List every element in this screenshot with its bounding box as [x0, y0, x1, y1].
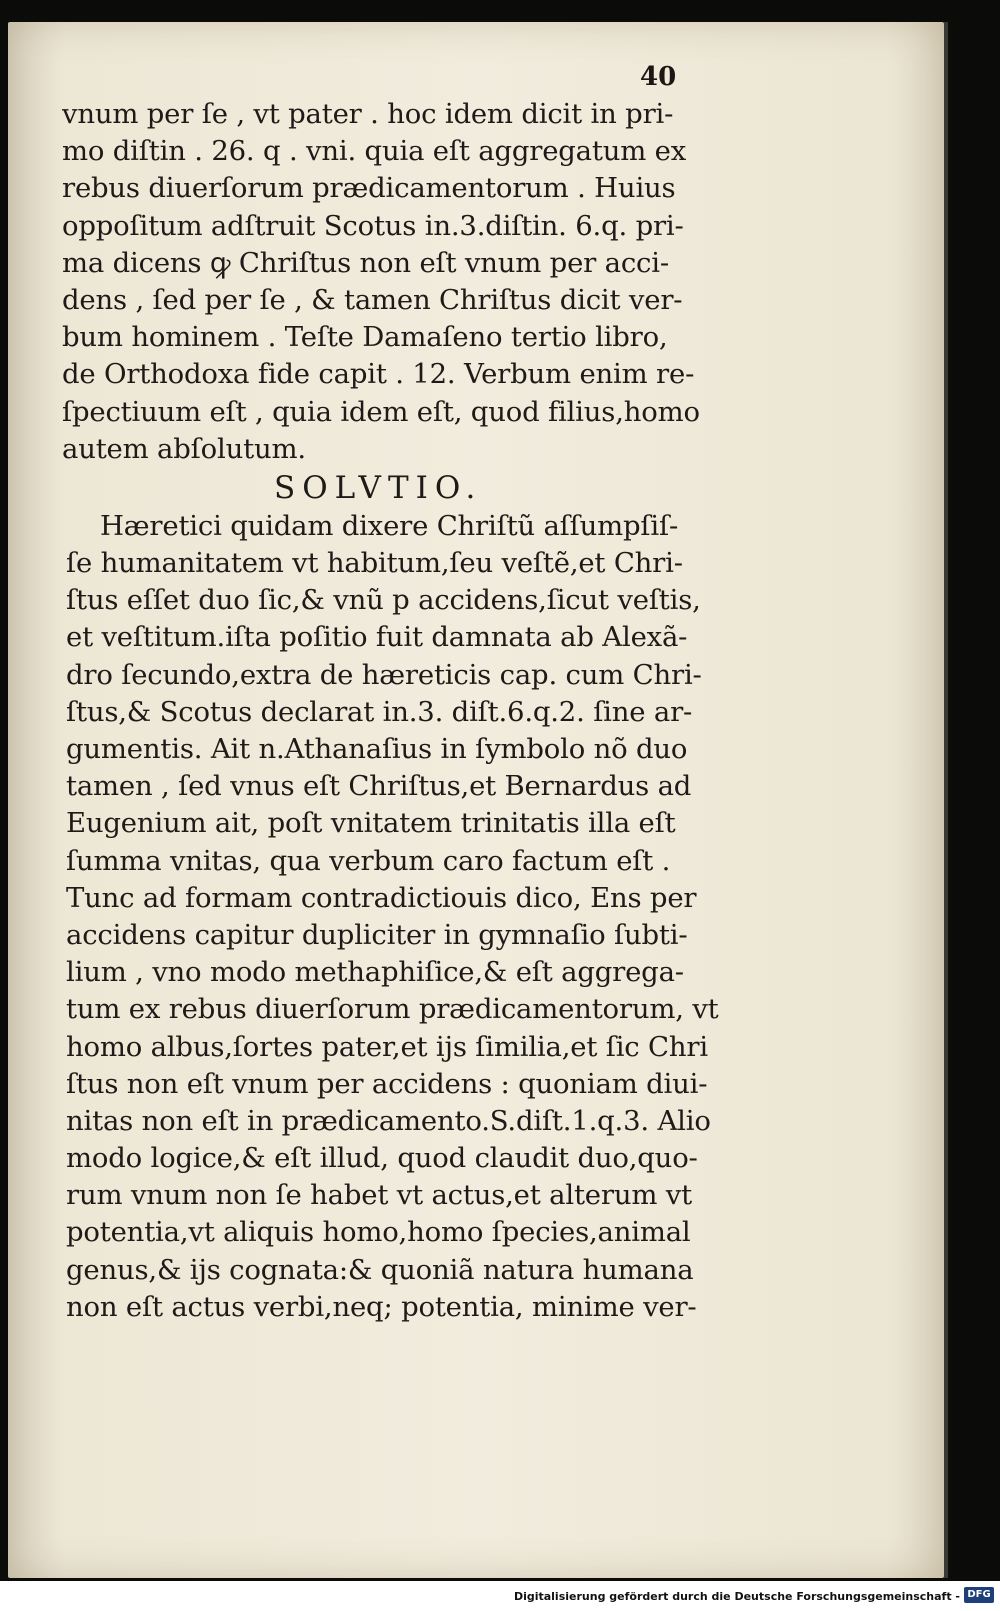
- text-line: Eugenium ait, poſt vnitatem trinitatis illa eſt: [66, 807, 676, 840]
- section-heading: SOLVTIO.: [274, 469, 483, 506]
- text-line: et veſtitum.iſta poſitio fuit damnata ab Alexã-: [66, 621, 688, 654]
- text-line: accidens capitur dupliciter in gymnaſio ſubti-: [66, 918, 688, 951]
- text-line: tum ex rebus diuerſorum prædicamentorum, vt: [66, 993, 719, 1026]
- text-line: gumentis. Ait n.Athanaſius in ſymbolo nõ duo: [66, 733, 688, 765]
- page-edge: [944, 22, 948, 1578]
- text-line: ſtus non eſt vnum per accidens : quoniam diui-: [66, 1067, 708, 1100]
- text-line: ma dicens ꝙ Chriſtus non eſt vnum per acci-: [62, 246, 669, 279]
- text-line: Tunc ad formam contradictiouis dico, Ens per: [66, 881, 697, 914]
- paragraph-before-heading: [62, 96, 752, 468]
- text-line: Hæretici quidam dixere Chriſtũ aſſumpſiſ-: [100, 509, 679, 542]
- digitization-footer: [0, 1581, 1000, 1611]
- folio-number: 40: [640, 62, 677, 92]
- text-line: lium , vno modo methaphiſice,& eſt aggrega-: [66, 956, 684, 989]
- dfg-logo: DFG: [964, 1587, 994, 1603]
- text-line: dro ſecundo,extra de hæreticis cap. cum Chri-: [66, 658, 702, 691]
- text-line: non eſt actus verbi,neq; potentia, minime ver-: [66, 1290, 697, 1323]
- text-line: genus,& ijs cognata:& quoniã natura humana: [66, 1253, 694, 1286]
- text-line: ſe humanitatem vt habitum,ſeu veſtẽ,et Chri-: [66, 547, 683, 580]
- footer-credit: Digitalisierung gefördert durch die Deutsche Forschungsgemeinschaft -: [513, 1590, 960, 1603]
- text-line: oppoſitum adſtruit Scotus in.3.diſtin. 6.q. pri-: [62, 209, 684, 242]
- text-line: bum hominem . Teſte Damaſeno tertio libro,: [62, 321, 668, 354]
- text-line: tamen , ſed vnus eſt Chriſtus,et Bernardus ad: [66, 770, 692, 803]
- paragraph-solutio: [62, 508, 752, 1326]
- text-line: de Orthodoxa fide capit . 12. Verbum enim re-: [62, 358, 695, 391]
- text-line: modo logice,& eſt illud, quod claudit duo,quo-: [66, 1142, 698, 1175]
- text-line: mo diſtin . 26. q . vni. quia eſt aggregatum ex: [62, 135, 687, 168]
- text-line: ſumma vnitas, qua verbum caro factum eſt .: [66, 844, 671, 877]
- text-line: potentia,vt aliquis homo,homo ſpecies,animal: [66, 1216, 691, 1249]
- text-line: rum vnum non ſe habet vt actus,et alterum vt: [66, 1179, 692, 1212]
- text-line: autem abſolutum.: [62, 432, 306, 465]
- text-line: vnum per ſe , vt pater . hoc idem dicit in pri-: [62, 98, 674, 130]
- text-line: ſpectiuum eſt , quia idem eſt, quod filius,homo: [62, 395, 700, 428]
- text-line: rebus diuerſorum prædicamentorum . Huius: [62, 172, 676, 205]
- text-line: dens , ſed per ſe , & tamen Chriſtus dicit ver-: [62, 283, 683, 316]
- text-line: nitas non eſt in prædicamento.S.diſt.1.q.3. Alio: [66, 1104, 711, 1137]
- text-line: homo albus,ſortes pater,et ijs ſimilia,et ſic Chri: [66, 1030, 708, 1063]
- page-text: [62, 96, 752, 1326]
- text-line: ſtus,& Scotus declarat in.3. diſt.6.q.2. ſine ar-: [66, 695, 693, 728]
- text-line: ſtus eſſet duo ſic,& vnũ p accidens,ſicut veſtis,: [66, 584, 701, 617]
